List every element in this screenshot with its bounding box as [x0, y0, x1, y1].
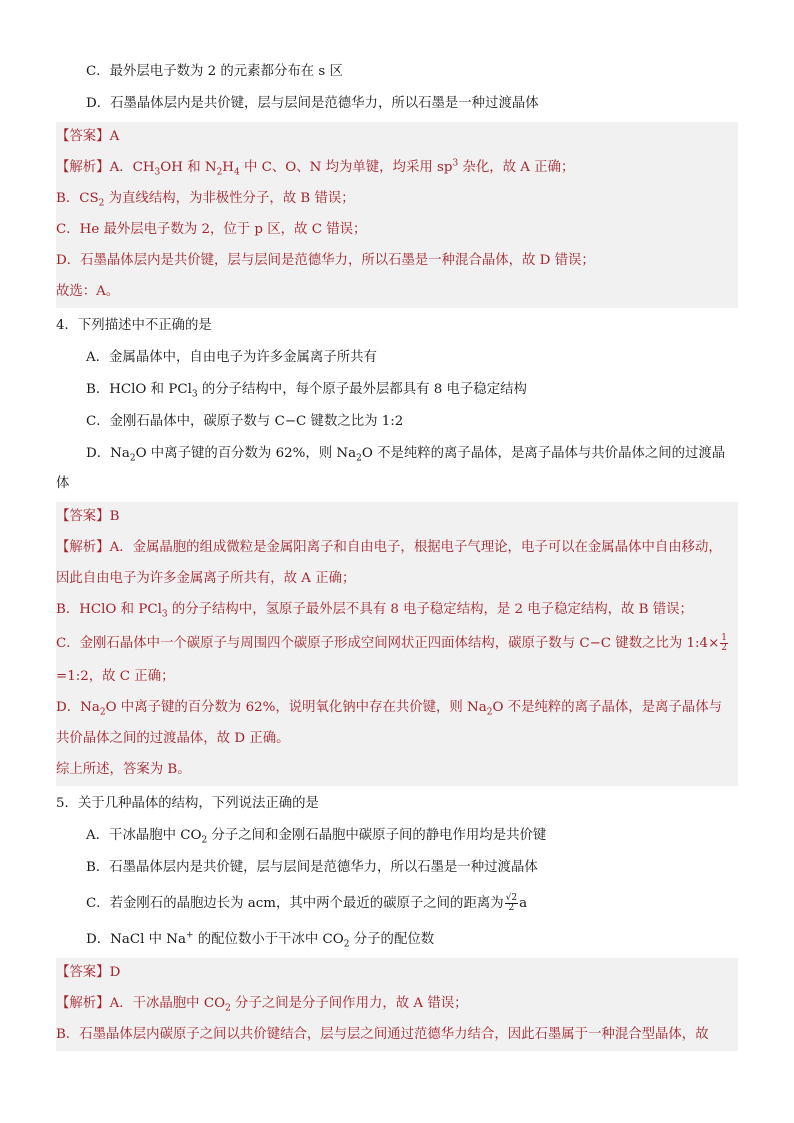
fraction-root2-over-2: $\frac{√2}{2}$: [505, 893, 518, 913]
q4-option-a: A．金属晶体中，自由电子为许多金属离子所共有: [86, 350, 377, 365]
q3-analysis-a: 【解析】A．$CH_3OH$ 和 $N_2H_4$ 中 C、O、N 均为单键，均采用 $sp^3$ 杂化，故 A 正确；: [56, 158, 575, 178]
q4-conclusion: 综上所述，答案为 B。: [56, 762, 191, 777]
q3-analysis-d: D．石墨晶体层内是共价键，层与层间是范德华力，所以石墨是一种混合晶体，故 D 错误；: [56, 253, 595, 268]
q3-option-c: C．最外层电子数为 2 的元素都分布在 s 区: [86, 64, 343, 79]
q5-option-a: A．干冰晶胞中 $CO_2$ 分子之间和金刚石晶胞中碳原子间的静电作用均是共价键: [86, 828, 547, 846]
q3-analysis-b: B．$CS_2$ 为直线结构，为非极性分子，故 B 错误；: [56, 191, 355, 209]
q5-stem: 5．关于几种晶体的结构，下列说法正确的是: [56, 796, 319, 811]
q4-analysis-c: C．金刚石晶体中一个碳原子与周围四个碳原子形成空间网状正四面体结构，碳原子数与 C−C 键数之比为 1:4× $\frac{1}{2}$: [56, 633, 728, 653]
fraction-one-half: $\frac{1}{2}$: [721, 633, 728, 653]
q5-analysis-b: B．石墨晶体层内碳原子之间以共价键结合，层与层之间通过范德华力结合，因此石墨属于一种混合型晶体，故: [56, 1027, 709, 1042]
q4-analysis-d-cont: 共价晶体之间的过渡晶体，故 D 正确。: [56, 731, 290, 746]
q4-analysis-b: B．HClO 和 PCl$_3$ 的分子结构中，氢原子最外层不具有 8 电子稳定结构，是 2 电子稳定结构，故 B 错误；: [56, 602, 693, 620]
q3-answer-block: [56, 122, 738, 308]
q5-option-d: D．NaCl 中 Na+ 的配位数小于干冰中 $CO_2$ 分子的配位数: [86, 930, 435, 950]
q4-option-b: B．HClO 和 PCl$_3$ 的分子结构中，每个原子最外层都具有 8 电子稳定结构: [86, 382, 527, 400]
q4-answer: 【答案】B: [56, 509, 120, 524]
q5-answer: 【答案】D: [56, 965, 121, 980]
q4-analysis-a: 【解析】A．金属晶胞的组成微粒是金属阳离子和自由电子，根据电子气理论，电子可以在金属晶体中自由移动，: [56, 540, 722, 555]
q4-answer-block: [56, 502, 738, 786]
q4-analysis-d: D．$Na_2O$ 中离子键的百分数为 62%，说明氧化钠中存在共价键，则 $Na_2O$ 不是纯粹的离子晶体，是离子晶体与: [56, 700, 722, 718]
q3-option-d: D．石墨晶体层内是共价键，层与层间是范德华力，所以石墨是一种过渡晶体: [86, 96, 539, 111]
q3-answer: 【答案】A: [56, 129, 120, 144]
q5-option-c: C．若金刚石的晶胞边长为 acm，其中两个最近的碳原子之间的距离为 $\frac{√2}{2}$ a: [86, 893, 528, 913]
q4-analysis-a-cont: 因此自由电子为许多金属离子所共有，故 A 正确；: [56, 571, 356, 586]
q4-analysis-c-cont: =1:2，故 C 正确；: [56, 669, 175, 684]
q4-option-c: C．金刚石晶体中，碳原子数与 C−C 键数之比为 1:2: [86, 414, 404, 429]
q4-option-d: D．$Na_2O$ 中离子键的百分数为 62%，则 $Na_2O$ 不是纯粹的离子晶体，是离子晶体与共价晶体之间的过渡晶: [86, 446, 726, 464]
q5-answer-block: [56, 958, 738, 1051]
q5-option-b: B．石墨晶体层内是共价键，层与层间是范德华力，所以石墨是一种过渡晶体: [86, 860, 538, 875]
q4-option-d-cont: 体: [56, 476, 70, 491]
document-page: [56, 62, 738, 1051]
q5-analysis-a: 【解析】A．干冰晶胞中 $CO_2$ 分子之间是分子间作用力，故 A 错误；: [56, 996, 468, 1014]
q3-analysis-c: C．He 最外层电子数为 2，位于 p 区，故 C 错误；: [56, 222, 367, 237]
q4-stem: 4．下列描述中不正确的是: [56, 318, 212, 333]
q3-conclusion: 故选：A。: [56, 284, 120, 299]
